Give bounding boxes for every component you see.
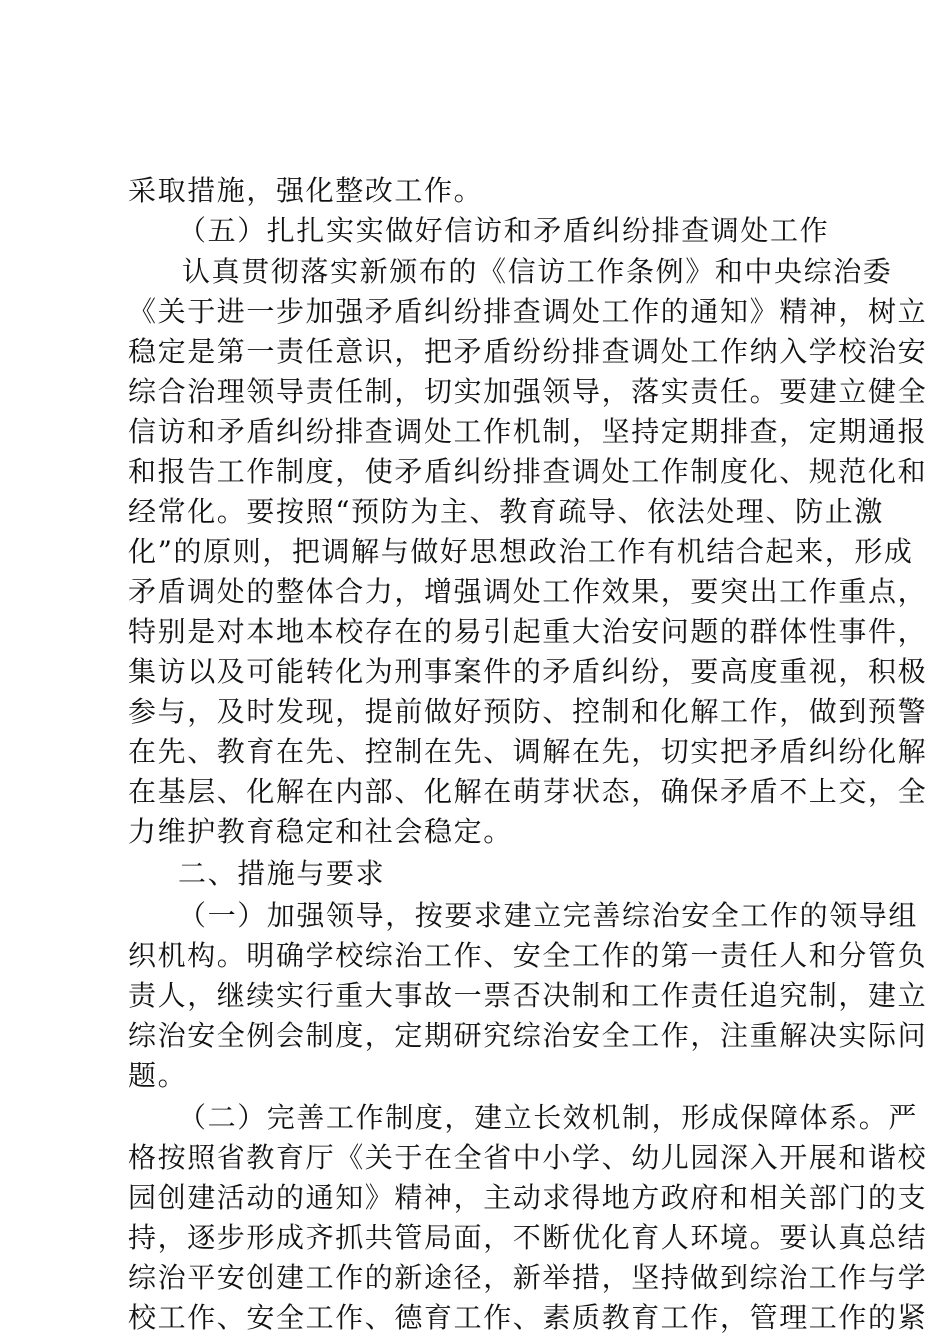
text-line: 认真贯彻落实新颁布的《信访工作条例》和中央综治委 bbox=[182, 255, 893, 288]
text-line: 综治平安创建工作的新途径，新举措，坚持做到综治工作与学 bbox=[128, 1261, 928, 1294]
text-line: 信访和矛盾纠纷排查调处工作机制，坚持定期排查，定期通报 bbox=[128, 415, 928, 448]
section-heading: 二、措施与要求 bbox=[178, 857, 386, 890]
text-line: 集访以及可能转化为刑事案件的矛盾纠纷，要高度重视，积极 bbox=[128, 655, 928, 688]
text-line: 持，逐步形成齐抓共管局面，不断优化育人环境。要认真总结 bbox=[128, 1221, 928, 1254]
text-line: 格按照省教育厅《关于在全省中小学、幼儿园深入开展和谐校 bbox=[128, 1141, 928, 1174]
text-line: 在先、教育在先、控制在先、调解在先，切实把矛盾纠纷化解 bbox=[128, 735, 928, 768]
text-line: （一）加强领导，按要求建立完善综治安全工作的领导组 bbox=[178, 899, 919, 932]
text-line: 综合治理领导责任制，切实加强领导，落实责任。要建立健全 bbox=[128, 375, 928, 408]
text-line: 稳定是第一责任意识，把矛盾纷纷排查调处工作纳入学校治安 bbox=[128, 335, 928, 368]
text-line: （二）完善工作制度，建立长效机制，形成保障体系。严 bbox=[178, 1101, 919, 1134]
section-heading: （五）扎扎实实做好信访和矛盾纠纷排查调处工作 bbox=[178, 214, 830, 247]
text-line: 经常化。要按照“预防为主、教育疏导、依法处理、防止激 bbox=[128, 495, 884, 528]
text-line: 特别是对本地本校存在的易引起重大治安问题的群体性事件， bbox=[128, 615, 928, 648]
text-line: 矛盾调处的整体合力，增强调处工作效果，要突出工作重点， bbox=[128, 575, 928, 608]
text-line: 和报告工作制度，使矛盾纠纷排查调处工作制度化、规范化和 bbox=[128, 455, 928, 488]
text-line: 在基层、化解在内部、化解在萌芽状态，确保矛盾不上交，全 bbox=[128, 775, 928, 808]
text-line: 力维护教育稳定和社会稳定。 bbox=[128, 815, 513, 848]
text-line: 综治安全例会制度，定期研究综治安全工作，注重解决实际问 bbox=[128, 1019, 928, 1052]
text-line: 采取措施，强化整改工作。 bbox=[128, 174, 484, 207]
text-line: 化”的原则，把调解与做好思想政治工作有机结合起来，形成 bbox=[128, 535, 914, 568]
text-line: 校工作、安全工作、德育工作、素质教育工作，管理工作的紧 bbox=[128, 1301, 928, 1334]
text-line: 《关于进一步加强矛盾纠纷排查调处工作的通知》精神，树立 bbox=[128, 295, 928, 328]
text-line: 织机构。明确学校综治工作、安全工作的第一责任人和分管负 bbox=[128, 939, 928, 972]
text-line: 园创建活动的通知》精神，主动求得地方政府和相关部门的支 bbox=[128, 1181, 928, 1214]
text-line: 题。 bbox=[128, 1059, 188, 1092]
text-line: 参与，及时发现，提前做好预防、控制和化解工作，做到预警 bbox=[128, 695, 928, 728]
text-line: 责人，继续实行重大事故一票否决制和工作责任追究制，建立 bbox=[128, 979, 928, 1012]
